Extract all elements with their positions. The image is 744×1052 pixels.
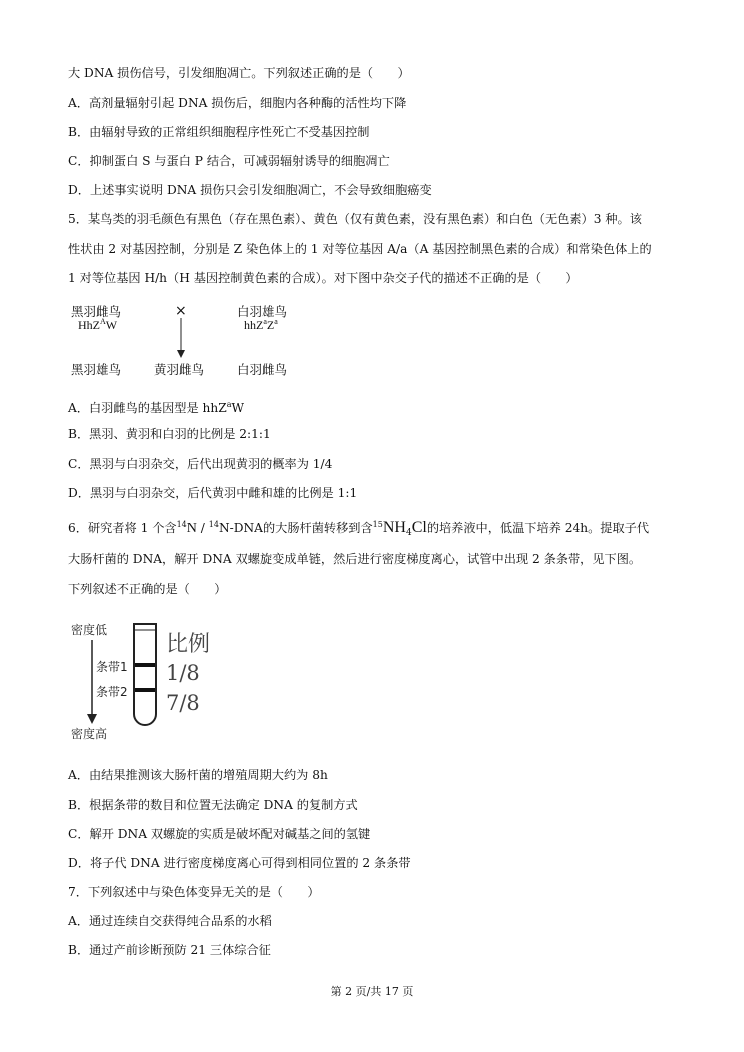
q7-option-a: A．通过连续自交获得纯合品系的水稻	[68, 914, 272, 928]
q6-stem-line-1: 6．研究者将 1 个含$^{14}$N / $^{14}$N-DNA的大肠杆菌转移到含$^{15}NH_4Cl$的培养液中，低温下培养 24h。提取子代	[68, 519, 650, 538]
ratio-title: 比例	[166, 632, 211, 657]
q5-option-b: B．黑羽、黄羽和白羽的比例是 2:1:1	[68, 427, 271, 441]
q5-stem-line-1: 5．某鸟类的羽毛颜色有黑色（存在黑色素）、黄色（仅有黄色素，没有黑色素）和白色（无色素）3 种。该	[68, 212, 642, 226]
q6-option-b: B．根据条带的数目和位置无法确定 DNA 的复制方式	[68, 798, 358, 812]
q4-option-b: B．由辐射导致的正常组织细胞程序性死亡不受基因控制	[68, 125, 370, 139]
centrifuge-tube-figure	[68, 614, 228, 744]
q4-option-c: C．抑制蛋白 S 与蛋白 P 结合，可减弱辐射诱导的细胞凋亡	[68, 154, 390, 168]
parent-female-label: 黑羽雌鸟	[71, 304, 122, 319]
q6-option-c: C．解开 DNA 双螺旋的实质是破坏配对碱基之间的氢键	[68, 827, 371, 841]
test-tube-icon	[134, 624, 156, 725]
offspring-middle-label: 黄羽雌鸟	[154, 362, 205, 377]
band-1-mark	[135, 663, 155, 667]
density-high-label: 密度高	[71, 727, 108, 741]
q5-option-d: D．黑羽与白羽杂交，后代黄羽中雌和雄的比例是 1:1	[68, 486, 358, 500]
band-2-mark	[135, 688, 155, 692]
page-footer: 第 2 页/共 17 页	[330, 985, 414, 998]
cross-arrow-icon	[174, 318, 188, 360]
q4-option-d: D．上述事实说明 DNA 损伤只会引发细胞凋亡，不会导致细胞癌变	[68, 183, 432, 197]
cross-symbol: ×	[175, 303, 187, 319]
q4-stem-tail: 大 DNA 损伤信号，引发细胞凋亡。下列叙述正确的是（ ）	[68, 66, 410, 80]
q4-option-a: A．高剂量辐射引起 DNA 损伤后，细胞内各种酶的活性均下降	[68, 96, 407, 110]
parent-female-genotype: HhZ$^A$W	[78, 317, 118, 332]
q5-option-c: C．黑羽与白羽杂交，后代出现黄羽的概率为 1/4	[68, 457, 333, 471]
parent-male-genotype: $hhZ^aZ^a$	[244, 317, 278, 332]
parent-male-label: 白羽雄鸟	[237, 304, 288, 319]
q6-stem-line-2: 大肠杆菌的 DNA，解开 DNA 双螺旋变成单链，然后进行密度梯度离心，试管中出现 2 条条带，见下图。	[68, 552, 642, 566]
q7-option-b: B．通过产前诊断预防 21 三体综合征	[68, 943, 271, 957]
density-arrow-icon	[87, 714, 97, 724]
q5-option-a: A．白羽雌鸟的基因型是 hhZ$^a$W	[68, 400, 245, 415]
offspring-right-label: 白羽雌鸟	[237, 362, 288, 377]
density-low-label: 密度低	[71, 623, 108, 637]
band-2-label: 条带2	[96, 685, 128, 699]
q6-option-d: D．将子代 DNA 进行密度梯度离心可得到相同位置的 2 条条带	[68, 856, 411, 870]
ratio-band-1: 1/8	[166, 661, 200, 685]
ratio-band-2: 7/8	[166, 691, 200, 715]
q5-stem-line-2: 性状由 2 对基因控制，分别是 Z 染色体上的 1 对等位基因 A/a（A 基因控制黑色素的合成）和常染色体上的	[68, 242, 652, 256]
q5-stem-line-3: 1 对等位基因 H/h（H 基因控制黄色素的合成）。对下图中杂交子代的描述不正确的是（ ）	[68, 271, 578, 285]
q6-option-a: A．由结果推测该大肠杆菌的增殖周期大约为 8h	[68, 768, 328, 782]
band-1-label: 条带1	[96, 660, 128, 674]
q6-stem-line-3: 下列叙述不正确的是（ ）	[68, 582, 227, 596]
q7-stem: 7．下列叙述中与染色体变异无关的是（ ）	[68, 885, 320, 899]
offspring-left-label: 黑羽雄鸟	[71, 362, 122, 377]
